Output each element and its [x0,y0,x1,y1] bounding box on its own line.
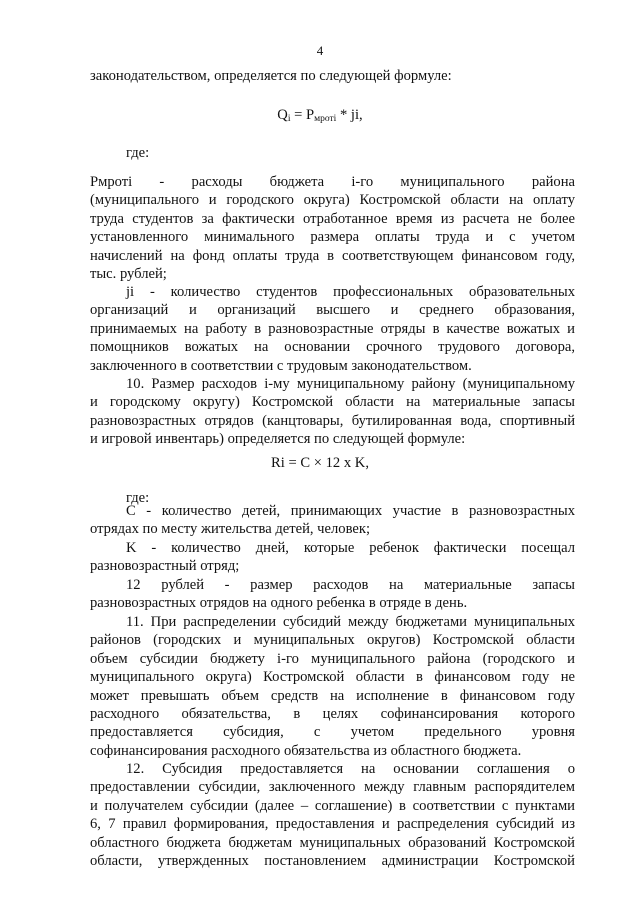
j-def-line: принимаемых на работу в разновозрастные отряды в качестве вожатых и [90,320,575,337]
item-12-line: 12. Субсидия предоставляется на основании соглашения о [126,761,575,777]
item-11-line: предоставляется субсидия, с учетом предельного уровня [90,724,575,741]
formula-q-symbol: Q [277,107,288,123]
item-11-line: может превышать объем средств на исполнение в финансовом году [90,687,575,704]
twelve-def-line: разновозрастных отрядов на одного ребенка в отряде в день. [90,595,468,612]
p-def-line: тыс. рублей; [90,266,167,283]
j-def-line: ji - количество студентов профессиональных образовательных [126,284,575,300]
where-label-1: где: [126,145,150,161]
item-10-line: и игровой инвентарь) определяется по следующей формуле: [90,431,466,448]
k-def-line: K - количество дней, которые ребенок фактически посещал [126,540,575,556]
intro-line [90,67,575,85]
item-12-line: области, утвержденных постановлением администрации Костромской [90,853,575,870]
c-def-line: отрядах по месту жительства детей, человек; [90,521,371,538]
item-11-line: районов (городских и муниципальных округов) Костромской области [90,632,575,649]
item-12-line: областного бюджета бюджетам муниципальных образований Костромской [90,834,575,851]
item-11-line: софинансирования расходного обязательства из областного бюджета. [90,742,522,759]
formula-q-subscript: i [287,114,291,124]
p-def-line: труда студентов за фактически отработанное время из расчета не более [90,210,575,227]
twelve-def-line: 12 рублей - размер расходов на материальные запасы [126,577,575,593]
p-def-line: установленного минимального размера оплаты труда и с учетом [90,229,575,246]
formula-p-subscript: мроті [314,114,337,124]
intro-text: законодательством, определяется по следующей формуле: [90,68,452,84]
c-def-line: C - количество детей, принимающих участие в разновозрастных [126,503,575,519]
where-label-2: где: [126,490,150,506]
k-definition [90,539,575,576]
p-def-line: (муниципального и городского округа) Костромской области на оплату [90,192,575,209]
j-def-line: организаций и организаций высшего и среднего образования, [90,302,575,319]
item-10 [90,375,575,449]
item-12-line: 6, 7 правил формирования, предоставления и распределения субсидий из [90,816,575,833]
formula-q [0,107,640,124]
j-def-line: помощников вожатых на основании срочного трудового договора, [90,339,575,356]
item-12-line: предоставлении субсидии, заключенного между главным распорядителем [90,779,575,796]
j-def-line: заключенного в соответствии с трудовым законодательством. [90,357,472,374]
twelve-definition [90,576,575,613]
item-10-line: 10. Размер расходов i-му муниципальному району (муниципальному [126,376,575,392]
p-def-line: Pмроті - расходы бюджета i-го муниципального района [90,174,575,190]
item-11-line: 11. При распределении субсидий между бюджетами муниципальных [126,614,575,630]
item-10-line: разновозрастных отрядов (канцтовары, бутилированная вода, спортивный [90,412,575,429]
item-10-line: и городскому округу) Костромской области на материальные запасы [90,394,575,411]
k-def-line: разновозрастный отряд; [90,558,240,575]
formula-q-rest: * ji, [336,107,363,123]
formula-r: Ri = C × 12 x K, [271,455,369,471]
j-definition [90,283,575,375]
item-11-line: расходного обязательства, в целях софинансирования которого [90,706,575,723]
item-12-line: и получателем субсидии (далее – соглашение) в соответствии с пунктами [90,797,575,814]
item-11-line: муниципального округа) Костромской области в финансовом году не [90,669,575,686]
p-definition [90,173,575,283]
c-definition [90,502,575,539]
item-12 [90,760,575,870]
item-11 [90,613,575,760]
page-number: 4 [316,43,324,58]
p-def-line: начислений на фонд оплаты труда в соответствующем финансовом году, [90,247,575,264]
formula-q-eq: = P [290,107,315,123]
item-11-line: объем субсидии бюджету i-го муниципального района (городского и [90,650,575,667]
